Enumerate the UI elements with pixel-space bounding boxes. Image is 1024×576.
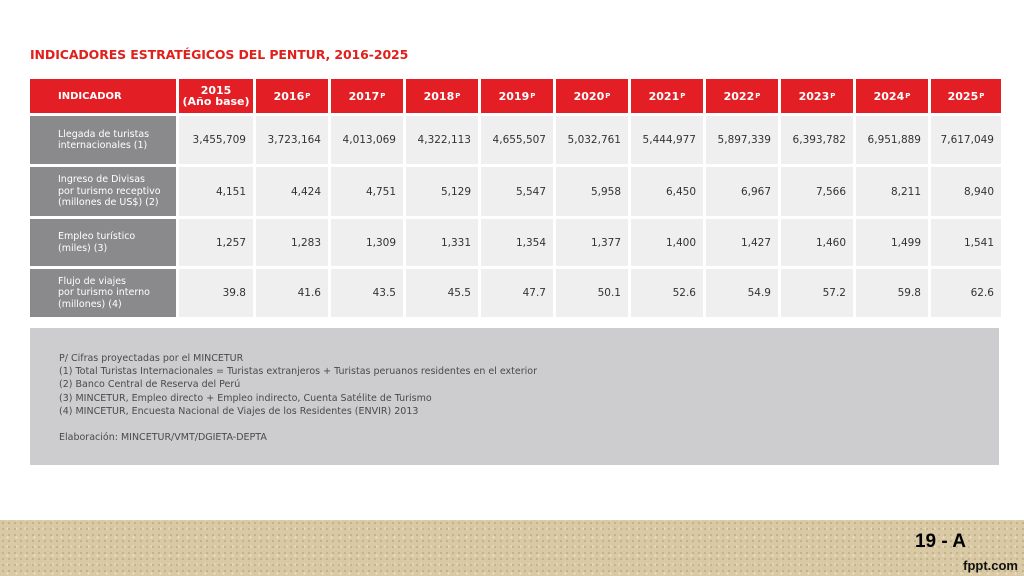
header-year-2017 [331, 79, 403, 113]
row-label-line: Empleo turístico [58, 231, 136, 242]
notes-box [30, 328, 999, 465]
table-cell: 43.5 [331, 269, 403, 317]
table-cell: 5,547 [481, 167, 553, 216]
header-year-value: 2020 [573, 89, 605, 103]
table-cell: 5,129 [406, 167, 478, 216]
table-cell: 3,455,709 [179, 116, 253, 164]
projection-mark: P [605, 91, 611, 100]
table-cell: 6,951,889 [856, 116, 928, 164]
projection-mark: P [905, 91, 911, 100]
notes-lines [59, 352, 999, 418]
table-cell: 4,751 [331, 167, 403, 216]
table-cell: 6,393,782 [781, 116, 853, 164]
table-cell: 7,566 [781, 167, 853, 216]
header-year-value: 2016 [273, 89, 305, 103]
header-year-2020 [556, 79, 628, 113]
table-cell: 8,211 [856, 167, 928, 216]
note-line: P/ Cifras proyectadas por el MINCETUR [59, 353, 244, 364]
header-year-2018 [406, 79, 478, 113]
table-cell: 59.8 [856, 269, 928, 317]
table-cell: 3,723,164 [256, 116, 328, 164]
table-cell: 1,283 [256, 219, 328, 266]
header-year-value: 2021 [648, 89, 680, 103]
row-label-line: Flujo de viajes [58, 275, 127, 287]
table-cell: 5,444,977 [631, 116, 703, 164]
table-cell: 47.7 [481, 269, 553, 317]
footer-band [0, 520, 1024, 576]
table-cell: 52.6 [631, 269, 703, 317]
header-year-value: 2024 [873, 89, 905, 103]
row-label-line: Llegada de turistas [58, 128, 150, 140]
table-cell: 4,013,069 [331, 116, 403, 164]
projection-mark: P [530, 91, 536, 100]
indicators-table [30, 79, 999, 320]
note-line: (3) MINCETUR, Empleo directo + Empleo indirecto, Cuenta Satélite de Turismo [59, 392, 432, 404]
projection-mark: P [455, 91, 461, 100]
header-year-2025 [931, 79, 1001, 113]
table-cell: 5,958 [556, 167, 628, 216]
table-cell: 54.9 [706, 269, 778, 317]
projection-mark: P [830, 91, 836, 100]
projection-mark: P [380, 91, 386, 100]
header-year-value: 2025 [947, 89, 979, 103]
row-label-line: por turismo receptivo [58, 185, 161, 197]
slide-number: 19 - A [914, 531, 966, 552]
table-cell: 6,967 [706, 167, 778, 216]
table-cell: 4,322,113 [406, 116, 478, 164]
header-year-2024 [856, 79, 928, 113]
header-year-value: 2023 [798, 89, 830, 103]
header-year-value: 2022 [723, 89, 755, 103]
table-cell: 4,424 [256, 167, 328, 216]
table-cell: 5,032,761 [556, 116, 628, 164]
row-label-text [58, 231, 135, 254]
row-label-line: (miles) (3) [58, 242, 108, 254]
table-cell: 1,541 [931, 219, 1001, 266]
header-year-2021 [631, 79, 703, 113]
row-label-line: internacionales (1) [58, 140, 148, 151]
table-cell: 4,151 [179, 167, 253, 216]
row-label-text [58, 174, 161, 209]
table-cell: 1,400 [631, 219, 703, 266]
table-cell: 1,377 [556, 219, 628, 266]
table-cell: 1,309 [331, 219, 403, 266]
row-label [30, 167, 176, 216]
brand-label: fppt.com [963, 558, 1018, 573]
table-cell: 62.6 [931, 269, 1001, 317]
header-year-2022 [706, 79, 778, 113]
table-cell: 5,897,339 [706, 116, 778, 164]
table-cell: 1,499 [856, 219, 928, 266]
header-year-2023 [781, 79, 853, 113]
table-cell: 1,354 [481, 219, 553, 266]
table-cell: 4,655,507 [481, 116, 553, 164]
table-cell: 8,940 [931, 167, 1001, 216]
slide-title: INDICADORES ESTRATÉGICOS DEL PENTUR, 2016-2025 [30, 47, 409, 62]
projection-mark: P [680, 91, 686, 100]
table-cell: 1,257 [179, 219, 253, 266]
table-cell: 7,617,049 [931, 116, 1001, 164]
table-cell: 1,331 [406, 219, 478, 266]
projection-mark: P [755, 91, 761, 100]
note-line: (4) MINCETUR, Encuesta Nacional de Viajes de los Residentes (ENVIR) 2013 [59, 405, 419, 417]
projection-mark: P [979, 91, 985, 100]
row-label [30, 116, 176, 164]
projection-mark: P [305, 91, 311, 100]
row-label [30, 219, 176, 266]
row-label-text [58, 276, 150, 311]
header-year-value: 2018 [423, 89, 455, 103]
row-label-text [58, 129, 149, 152]
header-year-value: 2017 [348, 89, 380, 103]
row-label [30, 269, 176, 317]
row-label-line: por turismo interno [58, 287, 150, 299]
table-cell: 1,460 [781, 219, 853, 266]
header-base-year-label: (Año base) [182, 95, 250, 108]
header-base-year [179, 79, 253, 113]
header-year-2016 [256, 79, 328, 113]
note-line: (2) Banco Central de Reserva del Perú [59, 379, 241, 391]
table-cell: 41.6 [256, 269, 328, 317]
header-year-2019 [481, 79, 553, 113]
table-cell: 1,427 [706, 219, 778, 266]
table-cell: 45.5 [406, 269, 478, 317]
table-cell: 50.1 [556, 269, 628, 317]
header-base-year-value: 2015 [200, 84, 232, 97]
header-indicator: INDICADOR [30, 79, 176, 113]
table-cell: 57.2 [781, 269, 853, 317]
table-cell: 6,450 [631, 167, 703, 216]
note-line: (1) Total Turistas Internacionales = Turistas extranjeros + Turistas peruanos residentes en el exterior [59, 366, 538, 378]
header-year-value: 2019 [498, 89, 530, 103]
elaboration-note: Elaboración: MINCETUR/VMT/DGIETA-DEPTA [59, 432, 267, 444]
row-label-line: (millones de US$) (2) [58, 197, 159, 209]
row-label-line: (millones) (4) [58, 298, 122, 310]
header-base-year-stack [182, 85, 249, 107]
row-label-line: Ingreso de Divisas [58, 174, 146, 186]
table-cell: 39.8 [179, 269, 253, 317]
